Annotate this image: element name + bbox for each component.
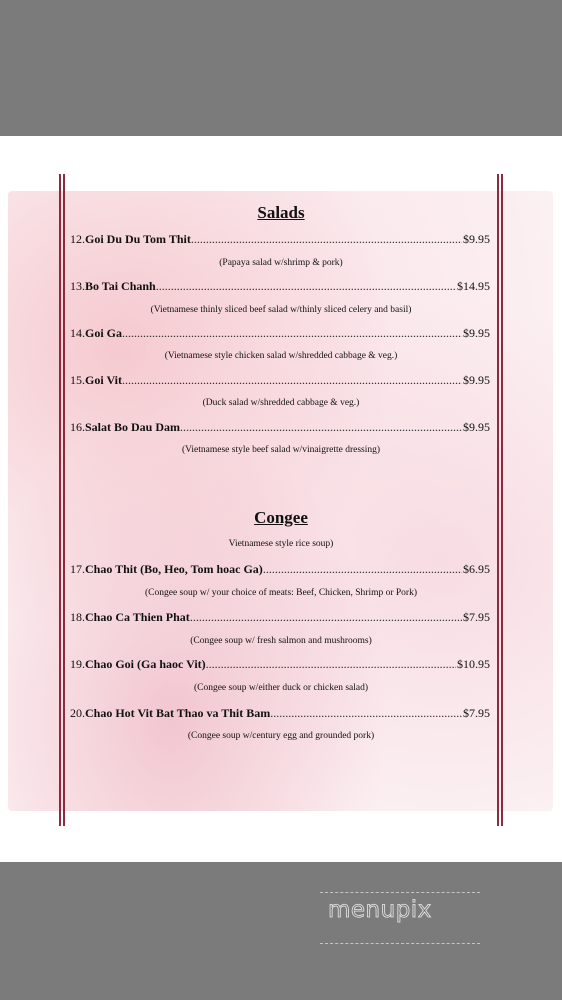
item-number: 19.	[70, 657, 85, 671]
item-price: $7.95	[463, 610, 490, 624]
item-number: 16.	[70, 420, 85, 434]
menupix-watermark: menupix	[328, 897, 432, 923]
menu-item-14	[70, 326, 490, 341]
item-price: $9.95	[463, 326, 490, 340]
item-description: (Papaya salad w/shrimp & pork)	[219, 258, 343, 268]
left-border-line-inner	[63, 174, 65, 826]
left-border-line	[59, 174, 61, 826]
item-description: (Vietnamese style chicken salad w/shredded cabbage & veg.)	[164, 351, 398, 361]
item-name: Goi Vit	[85, 373, 123, 387]
menu-item-13	[70, 279, 490, 294]
menu-item-20	[70, 706, 490, 721]
item-description: (Congee soup w/century egg and grounded pork)	[187, 731, 375, 741]
leader-dots	[191, 232, 462, 247]
item-description: (Vietnamese style beef salad w/vinaigrette dressing)	[181, 445, 381, 455]
menu-item-16	[70, 420, 490, 435]
item-price: $6.95	[463, 562, 490, 576]
menu-item-12	[70, 232, 490, 247]
item-number: 17.	[70, 562, 85, 576]
item-name: Chao Ca Thien Phat	[85, 610, 190, 624]
congee-subtitle: Vietnamese style rice soup)	[228, 539, 334, 549]
salads-heading: Salads	[257, 203, 305, 222]
item-number: 18.	[70, 610, 85, 624]
leader-dots	[122, 373, 462, 388]
item-number: 13.	[70, 279, 85, 293]
item-number: 14.	[70, 326, 85, 340]
leader-dots	[263, 562, 462, 577]
item-price: $10.95	[457, 657, 490, 671]
item-price: $9.95	[463, 420, 490, 434]
leader-dots	[190, 610, 462, 625]
item-price: $14.95	[457, 279, 490, 293]
item-name: Salat Bo Dau Dam	[85, 420, 181, 434]
item-number: 12.	[70, 232, 85, 246]
item-name: Chao Hot Vit Bat Thao va Thit Bam	[85, 706, 271, 720]
leader-dots	[270, 706, 462, 721]
item-price: $7.95	[463, 706, 490, 720]
leader-dots	[122, 326, 462, 341]
item-number: 20.	[70, 706, 85, 720]
item-name: Goi Ga	[85, 326, 123, 340]
item-name: Chao Goi (Ga haoc Vit)	[85, 657, 206, 671]
item-description: (Congee soup w/ your choice of meats: Beef, Chicken, Shrimp or Pork)	[144, 588, 417, 598]
item-name: Bo Tai Chanh	[85, 279, 156, 293]
item-description: (Congee soup w/either duck or chicken salad)	[193, 683, 369, 693]
menu-item-15	[70, 373, 490, 388]
menu-item-18	[70, 610, 490, 625]
item-number: 15.	[70, 373, 85, 387]
right-border-line	[501, 174, 503, 826]
item-description: (Congee soup w/ fresh salmon and mushrooms)	[190, 636, 372, 646]
item-description: (Duck salad w/shredded cabbage & veg.)	[202, 398, 360, 408]
menu-item-17	[70, 562, 490, 577]
leader-dots	[206, 657, 456, 672]
leader-dots	[180, 420, 462, 435]
item-description: (Vietnamese thinly sliced beef salad w/thinly sliced celery and basil)	[150, 305, 412, 315]
menu-item-19	[70, 657, 490, 672]
item-name: Goi Du Du Tom Thit	[85, 232, 191, 246]
right-border-line-inner	[497, 174, 499, 826]
item-price: $9.95	[463, 232, 490, 246]
item-price: $9.95	[463, 373, 490, 387]
item-name: Chao Thit (Bo, Heo, Tom hoac Ga)	[85, 562, 263, 576]
congee-heading: Congee	[254, 508, 308, 527]
leader-dots	[156, 279, 456, 294]
